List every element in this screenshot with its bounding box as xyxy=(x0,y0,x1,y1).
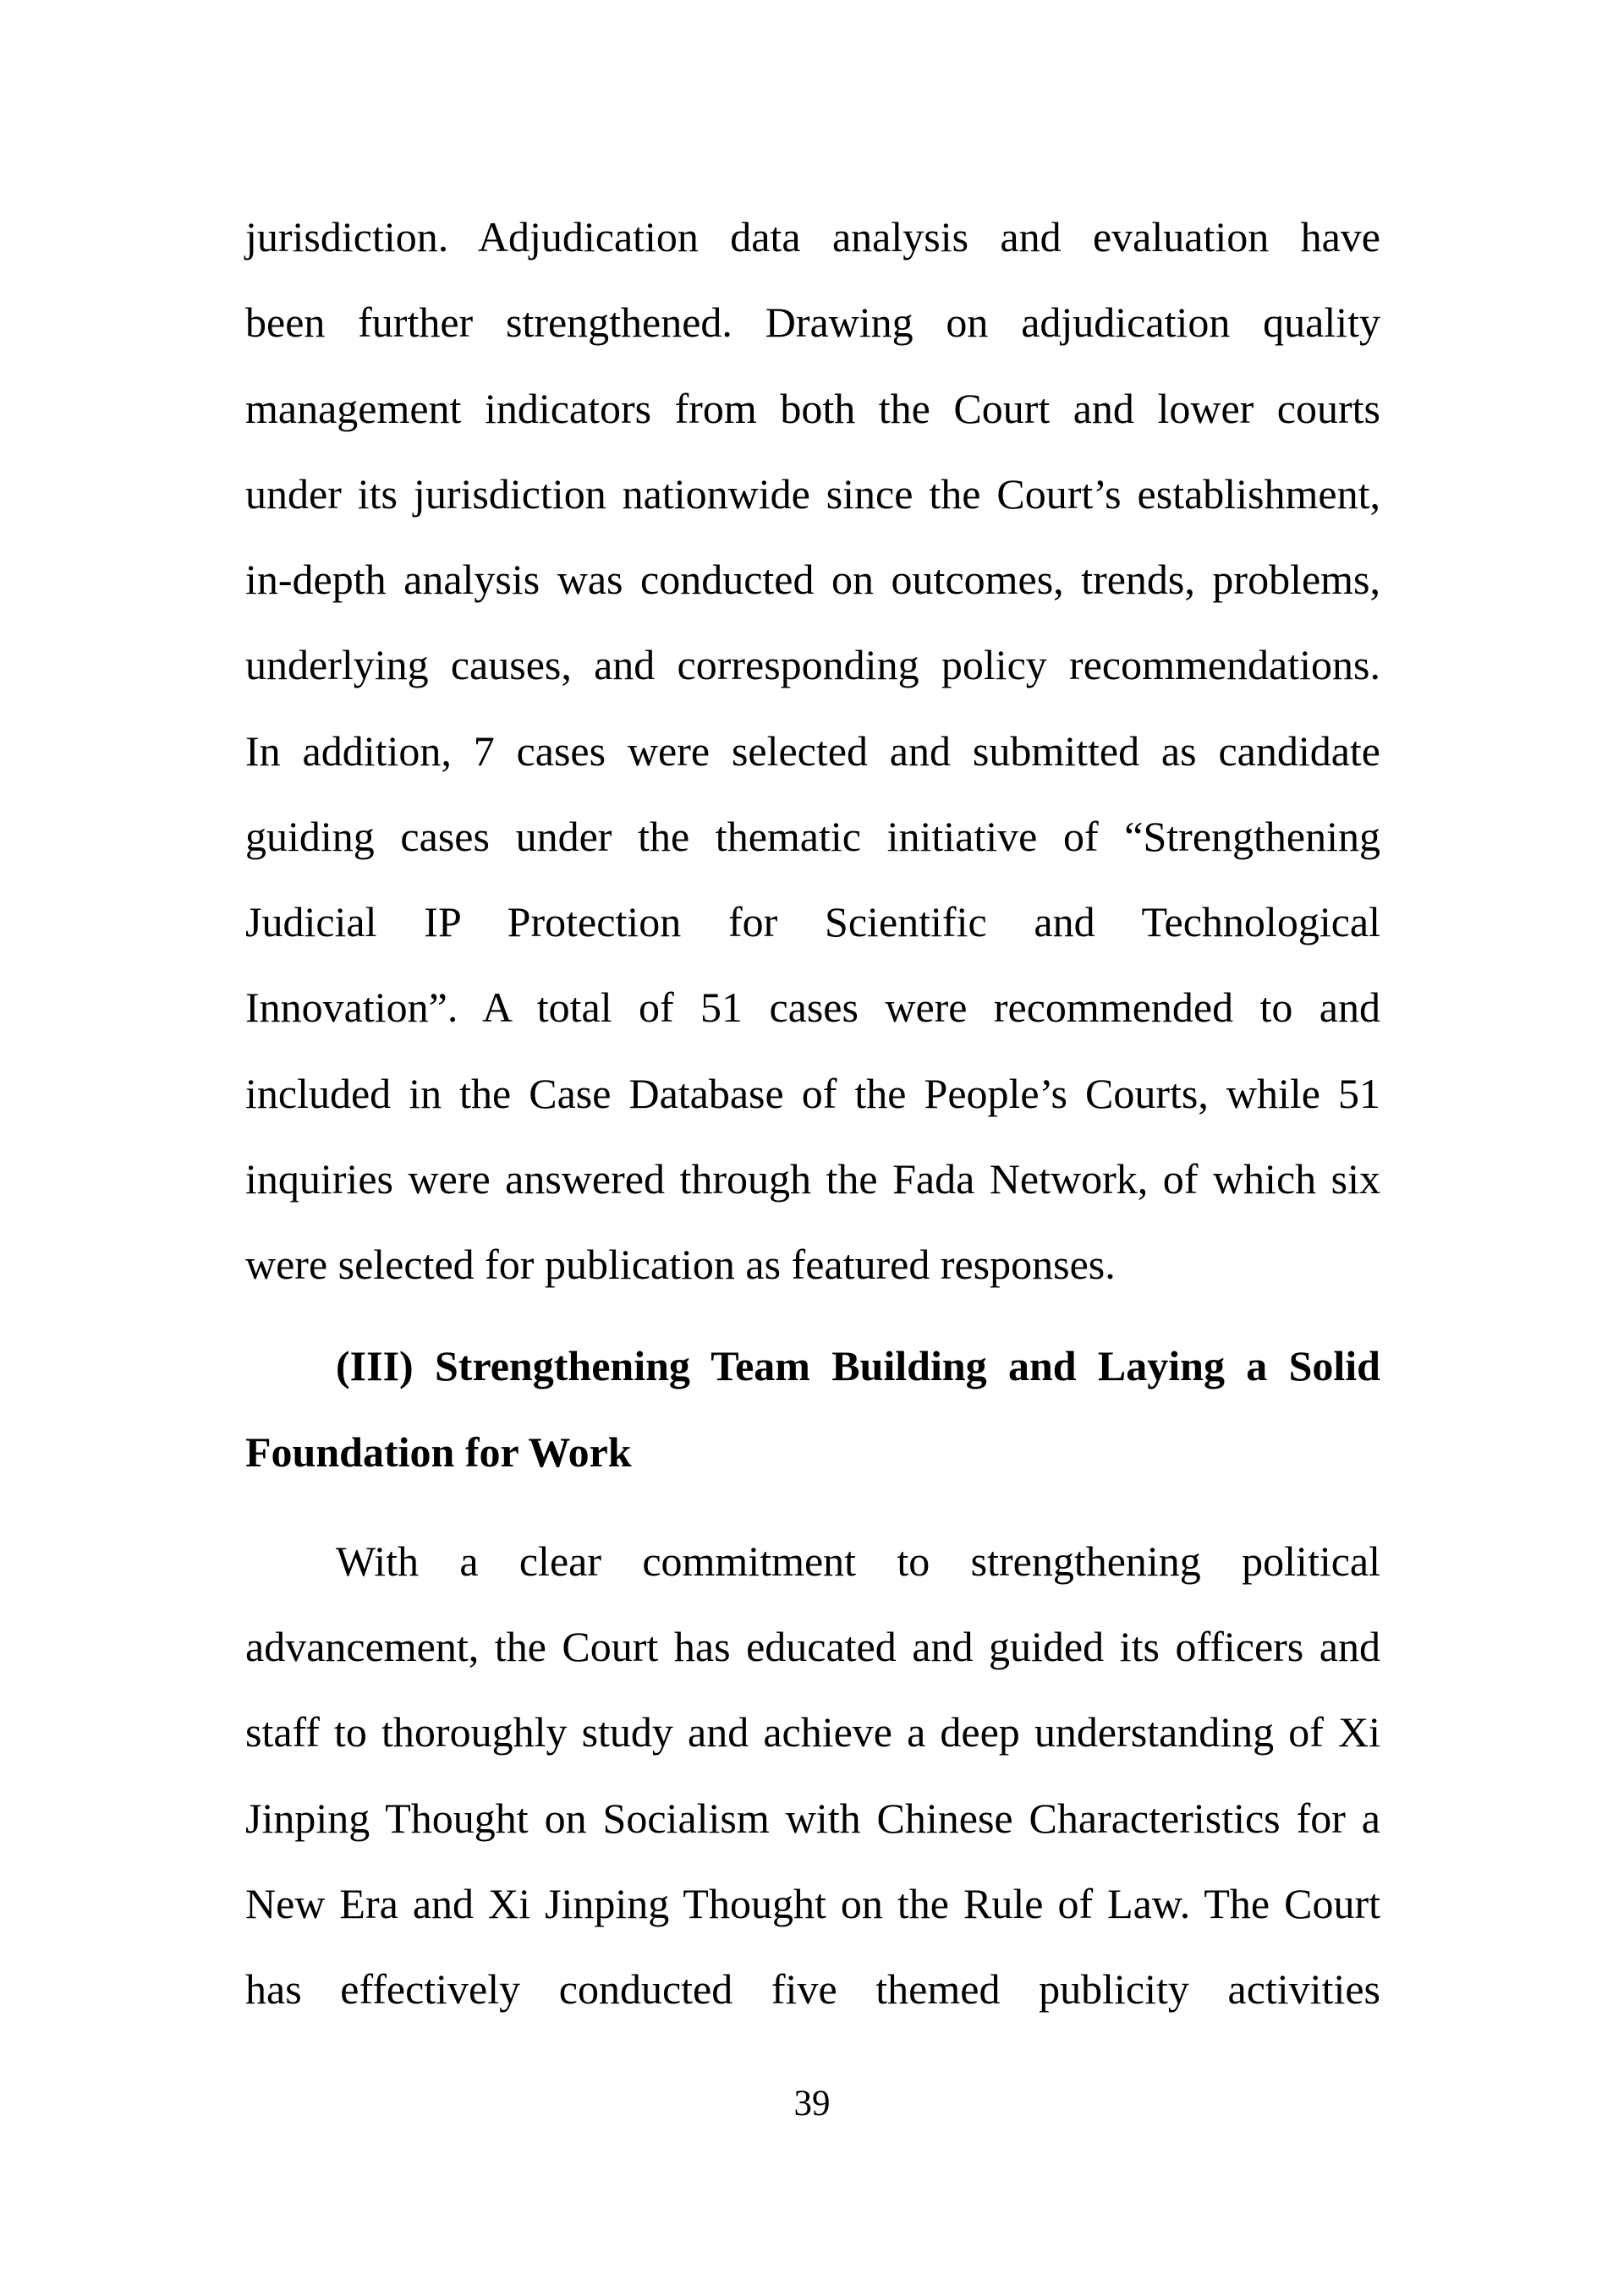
text-line: been further strengthened. Drawing on adjudication quality xyxy=(245,299,1380,347)
text-line: With a clear commitment to strengthening political xyxy=(336,1537,1380,1585)
text-line: In addition, 7 cases were selected and submitted as candidate xyxy=(245,726,1380,775)
text-line: guiding cases under the thematic initiative of “Strengthening xyxy=(245,812,1380,860)
text-line: were selected for publication as featured responses. xyxy=(245,1241,1116,1288)
text-content xyxy=(245,195,1380,2032)
text-line: New Era and Xi Jinping Thought on the Rule of Law. The Court xyxy=(245,1879,1380,1927)
section-heading xyxy=(245,1323,1380,1495)
text-line: inquiries were answered through the Fada Network, of which six xyxy=(245,1154,1380,1203)
text-line: included in the Case Database of the People’s Courts, while 51 xyxy=(245,1069,1380,1117)
page-number: 39 xyxy=(793,2084,831,2123)
text-line: jurisdiction. Adjudication data analysis and evaluation have xyxy=(245,213,1380,260)
text-line: Judicial IP Protection for Scientific and Technological xyxy=(245,898,1380,945)
body-paragraph xyxy=(245,1519,1380,2033)
text-line: staff to thoroughly study and achieve a deep understanding of Xi xyxy=(245,1708,1380,1756)
text-line: in-depth analysis was conducted on outcomes, trends, problems, xyxy=(245,556,1380,603)
section-heading-line: (III) Strengthening Team Building and Laying a Solid xyxy=(336,1342,1380,1390)
text-line: Innovation”. A total of 51 cases were recommended to and xyxy=(245,984,1380,1032)
text-line: underlying causes, and corresponding policy recommendations. xyxy=(245,641,1380,689)
text-line: under its jurisdiction nationwide since the Court’s establishment, xyxy=(245,469,1380,518)
text-line: advancement, the Court has educated and guided its officers and xyxy=(245,1623,1380,1670)
body-paragraph xyxy=(245,195,1380,1307)
section-heading-line: Foundation for Work xyxy=(245,1427,632,1476)
text-line: has effectively conducted five themed publicity activities xyxy=(245,1965,1380,2013)
text-line: management indicators from both the Court and lower courts xyxy=(245,384,1380,432)
text-line: Jinping Thought on Socialism with Chinese Characteristics for a xyxy=(245,1794,1380,1842)
